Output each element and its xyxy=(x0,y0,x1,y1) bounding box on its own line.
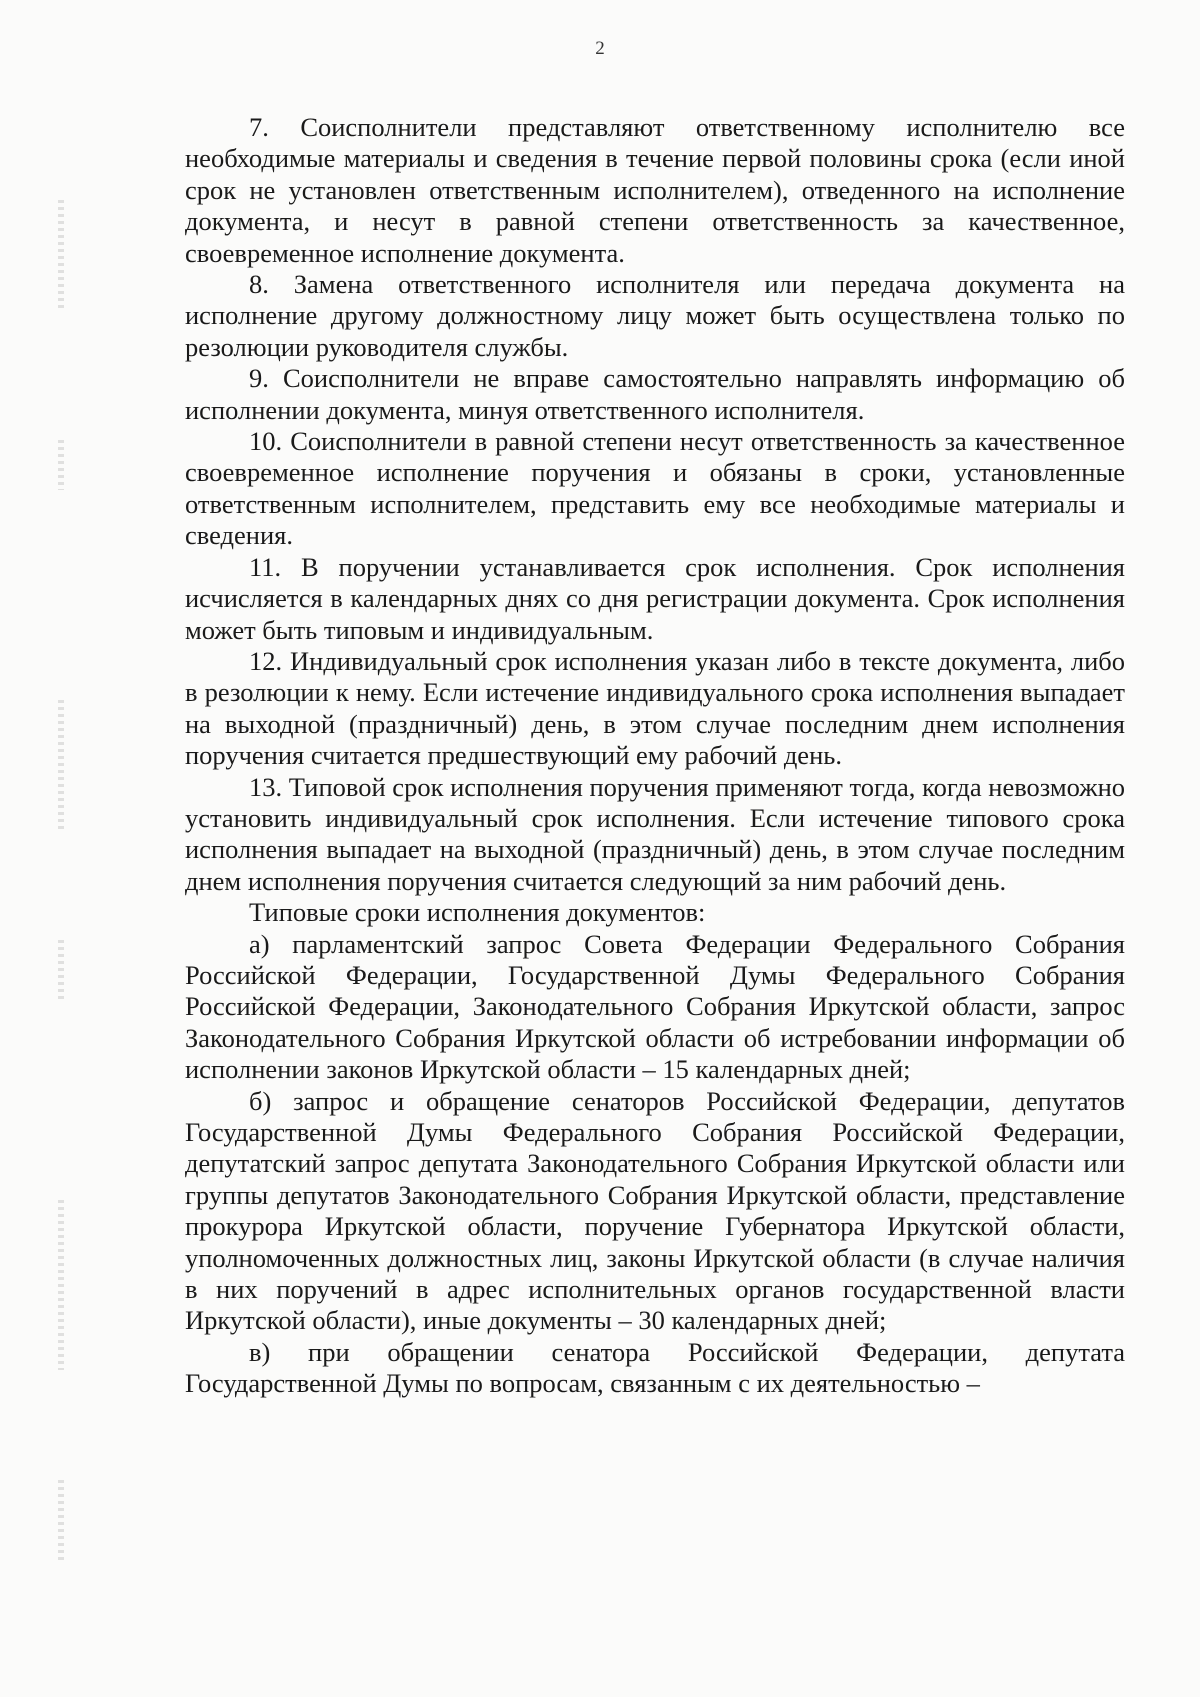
scan-edge-mark xyxy=(58,200,64,310)
list-item-a: а) парламентский запрос Совета Федерации Федерального Собрания Российской Федерации, Государственной Думы Федерального Собрания Российской Федерации, Законодательного Собрания Иркутской области, запрос Законодательного Собрания Иркутской области об истребовании информации об исполнении законов Иркутской области – 15 календарных дней; xyxy=(185,928,1125,1085)
paragraph-11: 11. В поручении устанавливается срок исполнения. Срок исполнения исчисляется в календарных днях со дня регистрации документа. Срок исполнения может быть типовым и индивидуальным. xyxy=(185,551,1125,645)
page-number: 2 xyxy=(595,38,605,59)
scan-edge-mark xyxy=(58,440,64,490)
paragraph-10: 10. Соисполнители в равной степени несут ответственность за качественное своевременное исполнение поручения и обязаны в сроки, установленные ответственным исполнителем, представить ему все необходимые материалы и сведения. xyxy=(185,426,1125,551)
list-item-v: в) при обращении сенатора Российской Федерации, депутата Государственной Думы по вопросам, связанным с их деятельностью – xyxy=(185,1336,1125,1399)
scan-edge-mark xyxy=(58,1480,64,1560)
paragraph-12: 12. Индивидуальный срок исполнения указан либо в тексте документа, либо в резолюции к нему. Если истечение индивидуального срока исполнения выпадает на выходной (праздничный) день, в этом случае последним днем исполнения поручения считается предшествующий ему рабочий день. xyxy=(185,645,1125,771)
paragraph-7: 7. Соисполнители представляют ответственному исполнителю все необходимые материалы и сведения в течение первой половины срока (если иной срок не установлен ответственным исполнителем), отведенного на исполнение документа, и несут в равной степени ответственность за качественное, своевременное исполнение документа. xyxy=(185,112,1125,268)
paragraph-8: 8. Замена ответственного исполнителя или передача документа на исполнение другому должностному лицу может быть осуществлена только по резолюции руководителя службы. xyxy=(185,269,1125,362)
scan-edge-mark xyxy=(58,700,64,830)
typical-deadlines-heading: Типовые сроки исполнения документов: xyxy=(249,897,706,928)
paragraph-13: 13. Типовой срок исполнения поручения применяют тогда, когда невозможно установить индивидуальный срок исполнения. Если истечение типового срока исполнения выпадает на выходной (праздничный) день, в этом случае последним днем исполнения поручения считается следующий за ним рабочий день. xyxy=(185,771,1125,896)
document-body xyxy=(185,112,1125,1400)
paragraph-9: 9. Соисполнители не вправе самостоятельно направлять информацию об исполнении документа, минуя ответственного исполнителя. xyxy=(185,363,1125,425)
list-item-b: б) запрос и обращение сенаторов Российской Федерации, депутатов Государственной Думы Федерального Собрания Российской Федерации, депутатский запрос депутата Законодательного Собрания Иркутской области или группы депутатов Законодательного Собрания Иркутской области, представление прокурора Иркутской области, поручение Губернатора Иркутской области, уполномоченных должностных лиц, законы Иркутской области (в случае наличия в них поручений в адрес исполнительных органов государственной власти Иркутской области), иные документы – 30 календарных дней; xyxy=(185,1085,1125,1336)
scan-edge-mark xyxy=(58,1200,64,1370)
scan-edge-mark xyxy=(58,940,64,1000)
